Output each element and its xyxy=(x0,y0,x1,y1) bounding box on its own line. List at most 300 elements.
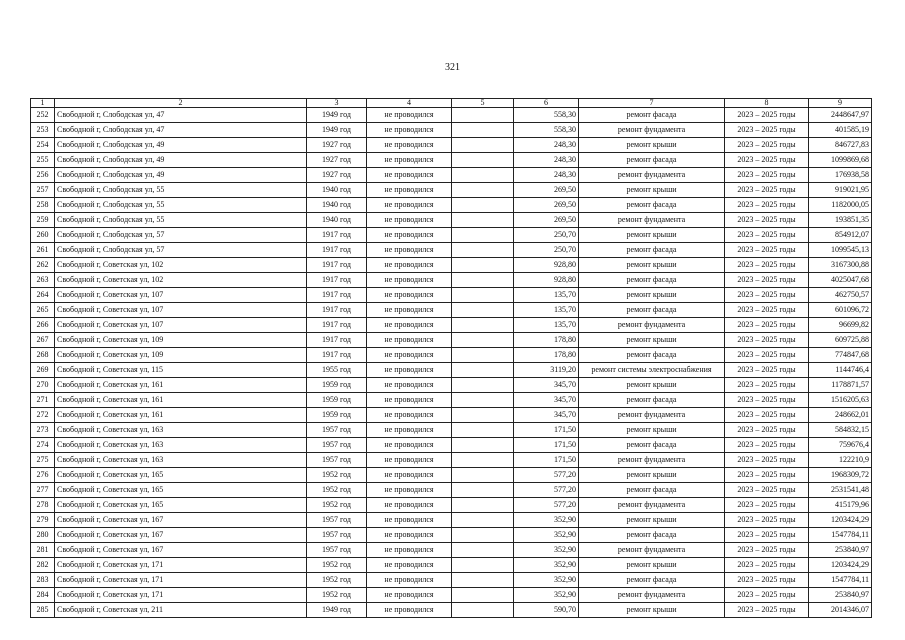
address-cell: Свободной г, Советская ул, 167 xyxy=(55,528,307,543)
period-cell: 2023 – 2025 годы xyxy=(725,588,809,603)
last-repair-cell: не проводился xyxy=(367,498,452,513)
last-repair-cell: не проводился xyxy=(367,438,452,453)
work-type-cell: ремонт крыши xyxy=(579,378,725,393)
address-cell: Свободной г, Советская ул, 109 xyxy=(55,348,307,363)
address-cell: Свободной г, Советская ул, 163 xyxy=(55,438,307,453)
extra-cell xyxy=(452,408,514,423)
last-repair-cell: не проводился xyxy=(367,603,452,618)
address-cell: Свободной г, Советская ул, 109 xyxy=(55,333,307,348)
area-cell: 250,70 xyxy=(514,228,579,243)
work-type-cell: ремонт фасада xyxy=(579,393,725,408)
period-cell: 2023 – 2025 годы xyxy=(725,108,809,123)
period-cell: 2023 – 2025 годы xyxy=(725,543,809,558)
work-type-cell: ремонт фасада xyxy=(579,348,725,363)
work-type-cell: ремонт системы электроснабжения xyxy=(579,363,725,378)
cost-cell: 1203424,29 xyxy=(809,558,872,573)
extra-cell xyxy=(452,318,514,333)
cost-cell: 2014346,07 xyxy=(809,603,872,618)
build-year-cell: 1957 год xyxy=(307,528,367,543)
work-type-cell: ремонт фасада xyxy=(579,303,725,318)
address-cell: Свободной г, Слободская ул, 47 xyxy=(55,108,307,123)
work-type-cell: ремонт фасада xyxy=(579,483,725,498)
row-number-cell: 255 xyxy=(31,153,55,168)
period-cell: 2023 – 2025 годы xyxy=(725,138,809,153)
area-cell: 577,20 xyxy=(514,498,579,513)
period-cell: 2023 – 2025 годы xyxy=(725,378,809,393)
last-repair-cell: не проводился xyxy=(367,318,452,333)
area-cell: 171,50 xyxy=(514,453,579,468)
cost-cell: 253840,97 xyxy=(809,588,872,603)
area-cell: 269,50 xyxy=(514,213,579,228)
row-number-cell: 281 xyxy=(31,543,55,558)
address-cell: Свободной г, Советская ул, 102 xyxy=(55,258,307,273)
work-type-cell: ремонт крыши xyxy=(579,603,725,618)
table-row xyxy=(31,408,872,423)
area-cell: 269,50 xyxy=(514,183,579,198)
cost-cell: 401585,19 xyxy=(809,123,872,138)
period-cell: 2023 – 2025 годы xyxy=(725,333,809,348)
table-row xyxy=(31,228,872,243)
work-type-cell: ремонт фундамента xyxy=(579,213,725,228)
extra-cell xyxy=(452,108,514,123)
last-repair-cell: не проводился xyxy=(367,213,452,228)
table-row xyxy=(31,213,872,228)
area-cell: 352,90 xyxy=(514,543,579,558)
last-repair-cell: не проводился xyxy=(367,573,452,588)
period-cell: 2023 – 2025 годы xyxy=(725,168,809,183)
extra-cell xyxy=(452,468,514,483)
row-number-cell: 270 xyxy=(31,378,55,393)
table-row xyxy=(31,243,872,258)
period-cell: 2023 – 2025 годы xyxy=(725,258,809,273)
period-cell: 2023 – 2025 годы xyxy=(725,498,809,513)
work-type-cell: ремонт крыши xyxy=(579,138,725,153)
address-cell: Свободной г, Слободская ул, 57 xyxy=(55,243,307,258)
extra-cell xyxy=(452,228,514,243)
cost-cell: 1182000,05 xyxy=(809,198,872,213)
column-header: 5 xyxy=(452,99,514,108)
extra-cell xyxy=(452,513,514,528)
row-number-cell: 267 xyxy=(31,333,55,348)
period-cell: 2023 – 2025 годы xyxy=(725,273,809,288)
row-number-cell: 266 xyxy=(31,318,55,333)
area-cell: 171,50 xyxy=(514,423,579,438)
work-type-cell: ремонт фасада xyxy=(579,573,725,588)
extra-cell xyxy=(452,198,514,213)
period-cell: 2023 – 2025 годы xyxy=(725,348,809,363)
last-repair-cell: не проводился xyxy=(367,333,452,348)
row-number-cell: 269 xyxy=(31,363,55,378)
cost-cell: 96699,82 xyxy=(809,318,872,333)
address-cell: Свободной г, Слободская ул, 55 xyxy=(55,213,307,228)
area-cell: 928,80 xyxy=(514,258,579,273)
last-repair-cell: не проводился xyxy=(367,183,452,198)
last-repair-cell: не проводился xyxy=(367,168,452,183)
period-cell: 2023 – 2025 годы xyxy=(725,228,809,243)
area-cell: 135,70 xyxy=(514,288,579,303)
build-year-cell: 1952 год xyxy=(307,588,367,603)
last-repair-cell: не проводился xyxy=(367,273,452,288)
extra-cell xyxy=(452,393,514,408)
build-year-cell: 1957 год xyxy=(307,543,367,558)
area-cell: 178,80 xyxy=(514,333,579,348)
period-cell: 2023 – 2025 годы xyxy=(725,453,809,468)
cost-cell: 1547784,11 xyxy=(809,528,872,543)
column-header: 8 xyxy=(725,99,809,108)
row-number-cell: 256 xyxy=(31,168,55,183)
extra-cell xyxy=(452,243,514,258)
cost-cell: 1099869,68 xyxy=(809,153,872,168)
extra-cell xyxy=(452,123,514,138)
work-type-cell: ремонт крыши xyxy=(579,333,725,348)
table-row xyxy=(31,378,872,393)
build-year-cell: 1949 год xyxy=(307,603,367,618)
last-repair-cell: не проводился xyxy=(367,243,452,258)
table-row xyxy=(31,543,872,558)
address-cell: Свободной г, Советская ул, 211 xyxy=(55,603,307,618)
last-repair-cell: не проводился xyxy=(367,123,452,138)
housing-repair-table xyxy=(30,98,872,618)
work-type-cell: ремонт фундамента xyxy=(579,453,725,468)
work-type-cell: ремонт крыши xyxy=(579,183,725,198)
last-repair-cell: не проводился xyxy=(367,288,452,303)
cost-cell: 248662,01 xyxy=(809,408,872,423)
cost-cell: 854912,07 xyxy=(809,228,872,243)
last-repair-cell: не проводился xyxy=(367,363,452,378)
column-header: 9 xyxy=(809,99,872,108)
cost-cell: 415179,96 xyxy=(809,498,872,513)
area-cell: 558,30 xyxy=(514,108,579,123)
cost-cell: 601096,72 xyxy=(809,303,872,318)
address-cell: Свободной г, Советская ул, 115 xyxy=(55,363,307,378)
row-number-cell: 260 xyxy=(31,228,55,243)
period-cell: 2023 – 2025 годы xyxy=(725,603,809,618)
row-number-cell: 277 xyxy=(31,483,55,498)
table-row xyxy=(31,303,872,318)
last-repair-cell: не проводился xyxy=(367,378,452,393)
build-year-cell: 1917 год xyxy=(307,348,367,363)
address-cell: Свободной г, Слободская ул, 47 xyxy=(55,123,307,138)
work-type-cell: ремонт фасада xyxy=(579,108,725,123)
period-cell: 2023 – 2025 годы xyxy=(725,438,809,453)
build-year-cell: 1917 год xyxy=(307,288,367,303)
address-cell: Свободной г, Советская ул, 107 xyxy=(55,303,307,318)
area-cell: 577,20 xyxy=(514,468,579,483)
address-cell: Свободной г, Слободская ул, 57 xyxy=(55,228,307,243)
build-year-cell: 1957 год xyxy=(307,513,367,528)
extra-cell xyxy=(452,213,514,228)
work-type-cell: ремонт фасада xyxy=(579,243,725,258)
area-cell: 352,90 xyxy=(514,588,579,603)
row-number-cell: 259 xyxy=(31,213,55,228)
last-repair-cell: не проводился xyxy=(367,558,452,573)
address-cell: Свободной г, Советская ул, 165 xyxy=(55,483,307,498)
build-year-cell: 1940 год xyxy=(307,183,367,198)
period-cell: 2023 – 2025 годы xyxy=(725,243,809,258)
extra-cell xyxy=(452,348,514,363)
table-row xyxy=(31,108,872,123)
build-year-cell: 1940 год xyxy=(307,198,367,213)
row-number-cell: 272 xyxy=(31,408,55,423)
address-cell: Свободной г, Советская ул, 165 xyxy=(55,468,307,483)
build-year-cell: 1917 год xyxy=(307,273,367,288)
cost-cell: 1968309,72 xyxy=(809,468,872,483)
period-cell: 2023 – 2025 годы xyxy=(725,423,809,438)
period-cell: 2023 – 2025 годы xyxy=(725,558,809,573)
table-row xyxy=(31,528,872,543)
last-repair-cell: не проводился xyxy=(367,468,452,483)
table-row xyxy=(31,318,872,333)
period-cell: 2023 – 2025 годы xyxy=(725,468,809,483)
build-year-cell: 1917 год xyxy=(307,228,367,243)
cost-cell: 2531541,48 xyxy=(809,483,872,498)
cost-cell: 609725,88 xyxy=(809,333,872,348)
last-repair-cell: не проводился xyxy=(367,453,452,468)
area-cell: 250,70 xyxy=(514,243,579,258)
build-year-cell: 1952 год xyxy=(307,558,367,573)
table-row xyxy=(31,468,872,483)
cost-cell: 1099545,13 xyxy=(809,243,872,258)
extra-cell xyxy=(452,138,514,153)
cost-cell: 1203424,29 xyxy=(809,513,872,528)
work-type-cell: ремонт крыши xyxy=(579,258,725,273)
row-number-cell: 268 xyxy=(31,348,55,363)
last-repair-cell: не проводился xyxy=(367,543,452,558)
row-number-cell: 261 xyxy=(31,243,55,258)
address-cell: Свободной г, Советская ул, 163 xyxy=(55,423,307,438)
last-repair-cell: не проводился xyxy=(367,108,452,123)
extra-cell xyxy=(452,303,514,318)
period-cell: 2023 – 2025 годы xyxy=(725,318,809,333)
build-year-cell: 1959 год xyxy=(307,378,367,393)
row-number-cell: 284 xyxy=(31,588,55,603)
last-repair-cell: не проводился xyxy=(367,393,452,408)
build-year-cell: 1959 год xyxy=(307,408,367,423)
last-repair-cell: не проводился xyxy=(367,198,452,213)
extra-cell xyxy=(452,558,514,573)
build-year-cell: 1917 год xyxy=(307,318,367,333)
area-cell: 248,30 xyxy=(514,138,579,153)
cost-cell: 462750,57 xyxy=(809,288,872,303)
row-number-cell: 276 xyxy=(31,468,55,483)
table-row xyxy=(31,498,872,513)
extra-cell xyxy=(452,588,514,603)
table-row xyxy=(31,423,872,438)
column-header: 2 xyxy=(55,99,307,108)
row-number-cell: 253 xyxy=(31,123,55,138)
area-cell: 577,20 xyxy=(514,483,579,498)
extra-cell xyxy=(452,273,514,288)
table-row xyxy=(31,363,872,378)
build-year-cell: 1927 год xyxy=(307,153,367,168)
area-cell: 352,90 xyxy=(514,573,579,588)
address-cell: Свободной г, Слободская ул, 49 xyxy=(55,168,307,183)
row-number-cell: 254 xyxy=(31,138,55,153)
table-row xyxy=(31,273,872,288)
work-type-cell: ремонт крыши xyxy=(579,228,725,243)
column-header: 6 xyxy=(514,99,579,108)
address-cell: Свободной г, Советская ул, 167 xyxy=(55,513,307,528)
work-type-cell: ремонт фундамента xyxy=(579,588,725,603)
period-cell: 2023 – 2025 годы xyxy=(725,123,809,138)
area-cell: 135,70 xyxy=(514,318,579,333)
area-cell: 248,30 xyxy=(514,168,579,183)
area-cell: 590,70 xyxy=(514,603,579,618)
address-cell: Свободной г, Слободская ул, 55 xyxy=(55,198,307,213)
area-cell: 345,70 xyxy=(514,393,579,408)
cost-cell: 1178871,57 xyxy=(809,378,872,393)
column-number-row xyxy=(31,99,872,108)
build-year-cell: 1940 год xyxy=(307,213,367,228)
row-number-cell: 273 xyxy=(31,423,55,438)
table-row xyxy=(31,558,872,573)
extra-cell xyxy=(452,543,514,558)
extra-cell xyxy=(452,153,514,168)
cost-cell: 584832,15 xyxy=(809,423,872,438)
row-number-cell: 278 xyxy=(31,498,55,513)
build-year-cell: 1927 год xyxy=(307,168,367,183)
build-year-cell: 1952 год xyxy=(307,483,367,498)
period-cell: 2023 – 2025 годы xyxy=(725,408,809,423)
extra-cell xyxy=(452,423,514,438)
period-cell: 2023 – 2025 годы xyxy=(725,183,809,198)
extra-cell xyxy=(452,453,514,468)
last-repair-cell: не проводился xyxy=(367,153,452,168)
area-cell: 352,90 xyxy=(514,528,579,543)
column-header: 3 xyxy=(307,99,367,108)
last-repair-cell: не проводился xyxy=(367,408,452,423)
row-number-cell: 285 xyxy=(31,603,55,618)
cost-cell: 846727,83 xyxy=(809,138,872,153)
build-year-cell: 1952 год xyxy=(307,573,367,588)
table-row xyxy=(31,573,872,588)
build-year-cell: 1957 год xyxy=(307,423,367,438)
period-cell: 2023 – 2025 годы xyxy=(725,573,809,588)
cost-cell: 122210,9 xyxy=(809,453,872,468)
extra-cell xyxy=(452,603,514,618)
address-cell: Свободной г, Советская ул, 107 xyxy=(55,288,307,303)
last-repair-cell: не проводился xyxy=(367,348,452,363)
table-row xyxy=(31,393,872,408)
last-repair-cell: не проводился xyxy=(367,228,452,243)
build-year-cell: 1927 год xyxy=(307,138,367,153)
table-row xyxy=(31,438,872,453)
row-number-cell: 275 xyxy=(31,453,55,468)
work-type-cell: ремонт фасада xyxy=(579,438,725,453)
build-year-cell: 1952 год xyxy=(307,468,367,483)
extra-cell xyxy=(452,378,514,393)
page-number: 321 xyxy=(445,62,460,73)
build-year-cell: 1917 год xyxy=(307,333,367,348)
last-repair-cell: не проводился xyxy=(367,138,452,153)
area-cell: 269,50 xyxy=(514,198,579,213)
column-header: 4 xyxy=(367,99,452,108)
address-cell: Свободной г, Советская ул, 161 xyxy=(55,393,307,408)
address-cell: Свободной г, Советская ул, 161 xyxy=(55,378,307,393)
last-repair-cell: не проводился xyxy=(367,483,452,498)
cost-cell: 193851,35 xyxy=(809,213,872,228)
period-cell: 2023 – 2025 годы xyxy=(725,288,809,303)
table-row xyxy=(31,288,872,303)
column-header: 1 xyxy=(31,99,55,108)
extra-cell xyxy=(452,483,514,498)
address-cell: Свободной г, Советская ул, 163 xyxy=(55,453,307,468)
area-cell: 558,30 xyxy=(514,123,579,138)
address-cell: Свободной г, Советская ул, 165 xyxy=(55,498,307,513)
table-row xyxy=(31,153,872,168)
extra-cell xyxy=(452,183,514,198)
address-cell: Свободной г, Советская ул, 171 xyxy=(55,558,307,573)
row-number-cell: 265 xyxy=(31,303,55,318)
build-year-cell: 1952 год xyxy=(307,498,367,513)
cost-cell: 1516205,63 xyxy=(809,393,872,408)
work-type-cell: ремонт фундамента xyxy=(579,543,725,558)
build-year-cell: 1917 год xyxy=(307,303,367,318)
address-cell: Свободной г, Советская ул, 171 xyxy=(55,588,307,603)
row-number-cell: 283 xyxy=(31,573,55,588)
period-cell: 2023 – 2025 годы xyxy=(725,198,809,213)
row-number-cell: 274 xyxy=(31,438,55,453)
work-type-cell: ремонт крыши xyxy=(579,468,725,483)
period-cell: 2023 – 2025 годы xyxy=(725,363,809,378)
area-cell: 928,80 xyxy=(514,273,579,288)
table-row xyxy=(31,168,872,183)
period-cell: 2023 – 2025 годы xyxy=(725,153,809,168)
extra-cell xyxy=(452,438,514,453)
address-cell: Свободной г, Слободская ул, 55 xyxy=(55,183,307,198)
row-number-cell: 262 xyxy=(31,258,55,273)
row-number-cell: 271 xyxy=(31,393,55,408)
row-number-cell: 257 xyxy=(31,183,55,198)
cost-cell: 759676,4 xyxy=(809,438,872,453)
address-cell: Свободной г, Советская ул, 102 xyxy=(55,273,307,288)
work-type-cell: ремонт фасада xyxy=(579,153,725,168)
row-number-cell: 279 xyxy=(31,513,55,528)
cost-cell: 774847,68 xyxy=(809,348,872,363)
period-cell: 2023 – 2025 годы xyxy=(725,528,809,543)
extra-cell xyxy=(452,168,514,183)
area-cell: 345,70 xyxy=(514,408,579,423)
build-year-cell: 1959 год xyxy=(307,393,367,408)
build-year-cell: 1957 год xyxy=(307,453,367,468)
address-cell: Свободной г, Слободская ул, 49 xyxy=(55,153,307,168)
address-cell: Свободной г, Советская ул, 167 xyxy=(55,543,307,558)
table-row xyxy=(31,513,872,528)
work-type-cell: ремонт крыши xyxy=(579,288,725,303)
work-type-cell: ремонт фундамента xyxy=(579,498,725,513)
cost-cell: 1144746,4 xyxy=(809,363,872,378)
work-type-cell: ремонт фасада xyxy=(579,528,725,543)
area-cell: 248,30 xyxy=(514,153,579,168)
row-number-cell: 263 xyxy=(31,273,55,288)
build-year-cell: 1917 год xyxy=(307,258,367,273)
work-type-cell: ремонт фундамента xyxy=(579,318,725,333)
work-type-cell: ремонт фундамента xyxy=(579,168,725,183)
work-type-cell: ремонт крыши xyxy=(579,558,725,573)
area-cell: 345,70 xyxy=(514,378,579,393)
table-row xyxy=(31,588,872,603)
table-row xyxy=(31,123,872,138)
table-row xyxy=(31,183,872,198)
cost-cell: 176938,58 xyxy=(809,168,872,183)
period-cell: 2023 – 2025 годы xyxy=(725,303,809,318)
period-cell: 2023 – 2025 годы xyxy=(725,213,809,228)
last-repair-cell: не проводился xyxy=(367,303,452,318)
table-row xyxy=(31,453,872,468)
table-row xyxy=(31,138,872,153)
row-number-cell: 258 xyxy=(31,198,55,213)
table-row xyxy=(31,258,872,273)
